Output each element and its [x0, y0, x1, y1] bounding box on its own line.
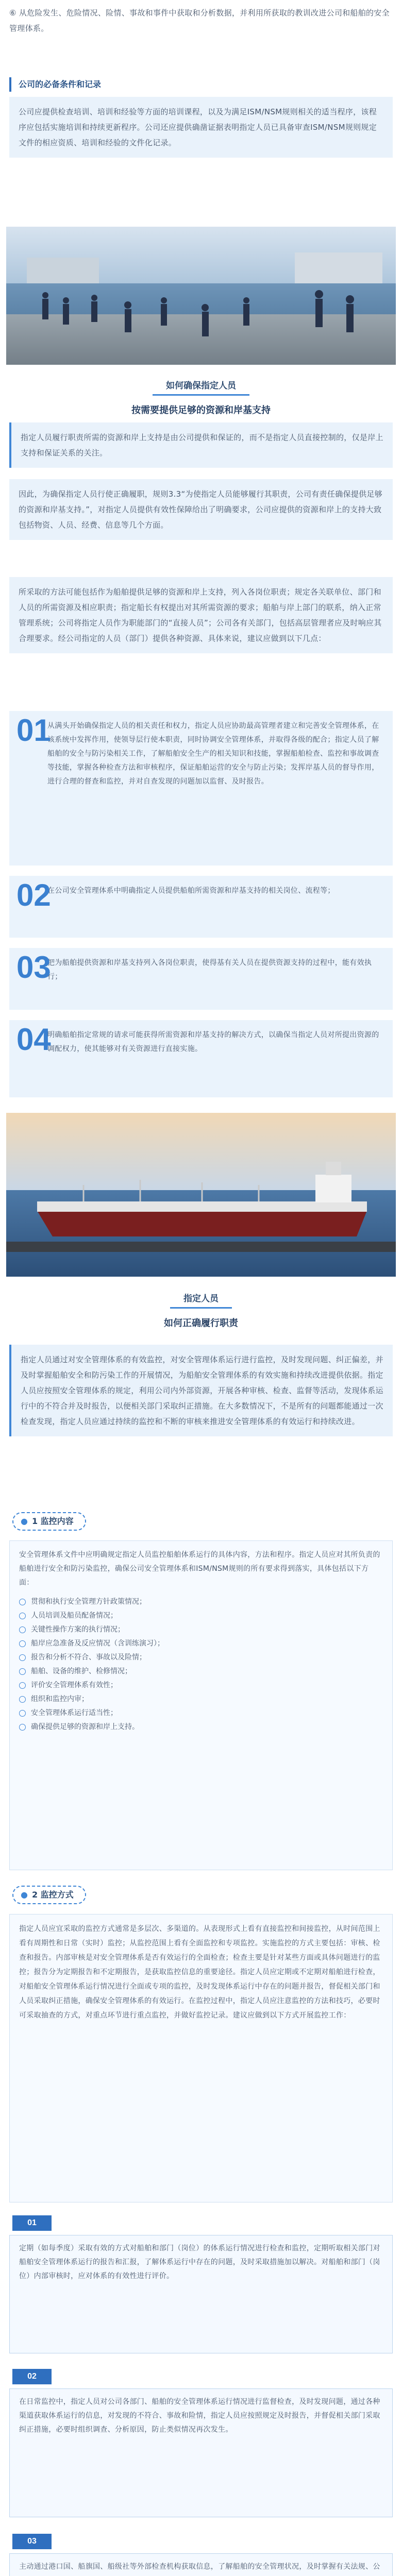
support-item-text: 从满头开始确保指定人员的相关责任和权力，指定人员应协助最高管理者建立和完善安全管理体系，在该系统中发挥作用，使领导层行使本职责，同时协调安全管理体系，并取得各级的配合；指定人员了解船舶的安全与防污染相关工作，了解船舶安全生产的相关知识和技能，掌握船舶检查、监控和事故调查等技能，掌握各种检查方法和审核程序，保证船舶运营的安全与防止污染；发挥岸基人员的督导作用，进行合理的督查和监控，并对自查发现的问题加以监督、及时报告。	[47, 722, 379, 786]
monitor-method-title-tag	[12, 1886, 86, 1904]
step-badge-03: 03	[12, 2534, 52, 2549]
step-box-03	[9, 2553, 393, 2576]
monitor-item: 组织和监控内审；	[19, 1692, 383, 1706]
tanker-ship	[6, 1113, 396, 1277]
monitor-item: 船舶、设备的维护、检修情况；	[19, 1665, 383, 1679]
monitor-item: 评价安全管理体系有效性；	[19, 1679, 383, 1692]
step-text: 定期（如每季度）采取有效的方式对船舶和部门（岗位）的体系运行情况进行检查和监控，定期听取相关部门对船舶安全管理体系运行的报告和汇报，了解体系运行中存在的问题，及时采取措施加以解决。对船舶和部门（岗位）内部审核时，应对体系的有效性进行评价。	[19, 2244, 380, 2280]
support-item-text: 把为船舶提供资源和岸基支持列入各岗位职责，使得基有关人员在提供资源支持的过程中，能有效执行；	[47, 959, 372, 981]
section2-header-text: 指定人员	[170, 1288, 232, 1309]
circle-check-icon	[19, 1710, 26, 1717]
support-item-02	[9, 876, 393, 938]
circle-check-icon	[19, 1668, 26, 1675]
intro-text: ⑥ 从危险发生、危险情况、险情、事故和事件中获取和分析数据，并利用所获取的教训改进公司和船舶的安全管理体系。	[9, 8, 390, 33]
section1-p2-box	[9, 479, 393, 540]
support-item-01	[9, 711, 393, 866]
support-item-03	[9, 948, 393, 1010]
monitor-content-title-tag	[12, 1512, 86, 1531]
support-item-number: 02	[16, 878, 51, 912]
conditions-box	[9, 97, 393, 158]
intro-block	[9, 5, 393, 36]
section1-header	[0, 375, 402, 416]
section2-header	[0, 1288, 402, 1329]
monitor-item: 安全管理体系运行适当性；	[19, 1706, 383, 1720]
monitor-method-title: 2 监控方式	[31, 1890, 74, 1900]
support-item-number: 03	[16, 950, 51, 985]
tag-dot-icon: ●	[21, 1890, 28, 1900]
tag-dot-icon: ●	[21, 1516, 28, 1526]
section2-p1: 指定人员通过对安全管理体系的有效监控，对安全管理体系运行进行监控，及时发现问题、纠正偏差，并及时掌握船舶安全和防污染工作的开展情况，为船舶安全管理体系的有效实施和持续改进提供依据。指定人员应按照安全管理体系的规定，利用公司内外部资源，开展各种审核、检查、监督等活动，发现体系运行中的不符合并及时报告，以便相关部门采取纠正措施。在大多数情况下，不是所有的问题都能通过一次检查发现，指定人员应通过持续的监控和不断的审核来推进安全管理体系的有效运行和持续改进。	[21, 1355, 383, 1426]
support-item-text: 明确船舶指定常规的请求可能获得所需资源和岸基支持的解决方式，以确保当指定人员对所提出资源的调配权力，使其能够对有关资源进行直接实施。	[47, 1031, 379, 1053]
step-text: 在日常监控中，指定人员对公司各部门、船舶的安全管理体系运行情况进行监督检查，及时发现问题，通过各种渠道获取体系运行的信息，对发现的不符合、事故和险情，指定人员应按照规定及时报告，并督促相关部门采取纠正措施，必要时组织调查、分析原因，防止类似情况再次发生。	[19, 2398, 380, 2434]
tanker-photo	[6, 1113, 396, 1277]
conditions-section	[0, 77, 402, 158]
section1-p1: 指定人员履行职责所需的资源和岸上支持是由公司提供和保证的，而不是指定人员直接控制的，仅是岸上支持和保证关系的关注。	[21, 433, 383, 457]
circle-check-icon	[19, 1654, 26, 1661]
support-item-text: 在公司安全管理体系中明确指定人员提供船舶所需资源和岸基支持的相关岗位、流程等；	[47, 887, 335, 895]
monitor-item: 贯彻和执行安全管理方针政策情况；	[19, 1595, 383, 1609]
monitor-item: 确保提供足够的资源和岸上支持。	[19, 1720, 383, 1734]
monitor-item: 报告和分析不符合、事故以及险情；	[19, 1651, 383, 1665]
section1-p1-box	[9, 422, 393, 468]
conditions-title-wrap	[9, 77, 393, 92]
support-item-number: 04	[16, 1022, 51, 1057]
crew-figures	[6, 227, 396, 365]
section2-p1-box	[9, 1345, 393, 1436]
circle-check-icon	[19, 1724, 26, 1731]
monitor-item: 关键性操作方案的执行情况；	[19, 1623, 383, 1637]
circle-check-icon	[19, 1682, 26, 1689]
section1-p3-box	[9, 577, 393, 653]
conditions-text: 公司应提供检查培训、培训和经验等方面的培训课程，以及为满足ISM/NSM规则相关的适当程序，该程序应包括实施培训和持续更新程序。公司还应提供确凿证据表明指定人员已具备审查ISM/NSM规则规定文件的相应资质、培训和经验的文件化记录。	[19, 107, 377, 147]
circle-check-icon	[19, 1626, 26, 1633]
support-item-number: 01	[16, 713, 51, 748]
circle-check-icon	[19, 1640, 26, 1647]
support-item-04	[9, 1020, 393, 1097]
section1-subtitle: 按需要提供足够的资源和岸基支持	[131, 405, 271, 416]
step-box-02	[9, 2388, 393, 2517]
monitor-content-title: 1 监控内容	[31, 1516, 74, 1526]
monitor-item: 人员培训及船员配备情况；	[19, 1609, 383, 1623]
section1-p3: 所采取的方法可能包括作为船舶提供足够的资源和岸上支持，列入各岗位职责；规定各关联单位、部门和人员的所需资源及相应职责；指定船长有权提出对其所需资源的要求；船舶与岸上部门的联系，纳入正常管理系统；公司将指定人员作为职能部门的“直接人员”；公司各有关部门，包括高层管理者应及时响应其合理要求。经公司指定的人员（部门）提供各种资源、具体来说，建议应做到以下几点：	[19, 587, 382, 643]
step-badge-02: 02	[12, 2369, 52, 2384]
step-box-01	[9, 2235, 393, 2353]
monitor-method-box	[9, 1914, 393, 2202]
monitor-content-box	[9, 1540, 393, 1870]
circle-check-icon	[19, 1613, 26, 1619]
monitor-method-text: 指定人员应宜采取的监控方式通常是多层次、多渠道的。从表现形式上看有直接监控和间接监控，从时间范围上看有周期性和日常（实时）监控；从监控范围上看有全面监控和专项监控。实施监控的方式主要包括：审核、检查和报告。内部审核是对安全管理体系是否有效运行的全面检查；检查主要是针对某些方面或具体问题进行的监控；报告分为定期报告和不定期报告，是获取监控信息的重要途径。指定人员应定期或不定期对船舶进行检查，对船舶安全管理体系运行情况进行全面或专项的监控，及时发现体系运行中存在的问题并报告，督促相关部门和人员采取纠正措施，确保安全管理体系的有效运行。在监控过程中，指定人员应注意监控的方法和技巧，必要时可采取抽查的方式，对重点环节进行重点监控，并做好监控记录。建议应做到以下方式开展监控工作：	[19, 1925, 380, 2020]
step-text: 主动通过港口国、船旗国、船级社等外部检查机构获取信息，了解船舶的安全管理状况，及时掌握有关法规、公	[19, 2563, 380, 2571]
circle-check-icon	[19, 1599, 26, 1605]
quay-photo	[6, 227, 396, 365]
section1-header-text: 如何确保指定人员	[153, 375, 249, 396]
section1-p2: 因此，为确保指定人员行使正确履职，规则3.3“为使指定人员能够履行其职责，公司有责任确保提供足够的资源和岸基支持。”，对指定人员提供有效性保障给出了明确要求，公司应提供的资源和岸上的支持大致包括物资、人员、经费、信息等几个方面。	[19, 489, 383, 530]
circle-check-icon	[19, 1696, 26, 1703]
section2-subtitle: 如何正确履行职责	[164, 1318, 238, 1329]
step-badge-01: 01	[12, 2215, 52, 2231]
monitor-item: 船岸应急准备及反应情况（含训练演习）；	[19, 1637, 383, 1651]
monitor-intro: 安全管理体系文件中应明确规定指定人员监控船舶体系运行的具体内容，方法和程序。指定人员应对其所负责的船舶进行安全和防污染监控，确保公司安全管理体系和ISM/NSM规则的所有要求得到落实，具体包括以下方面：	[19, 1551, 380, 1587]
conditions-title: 公司的必备条件和记录	[19, 79, 102, 89]
